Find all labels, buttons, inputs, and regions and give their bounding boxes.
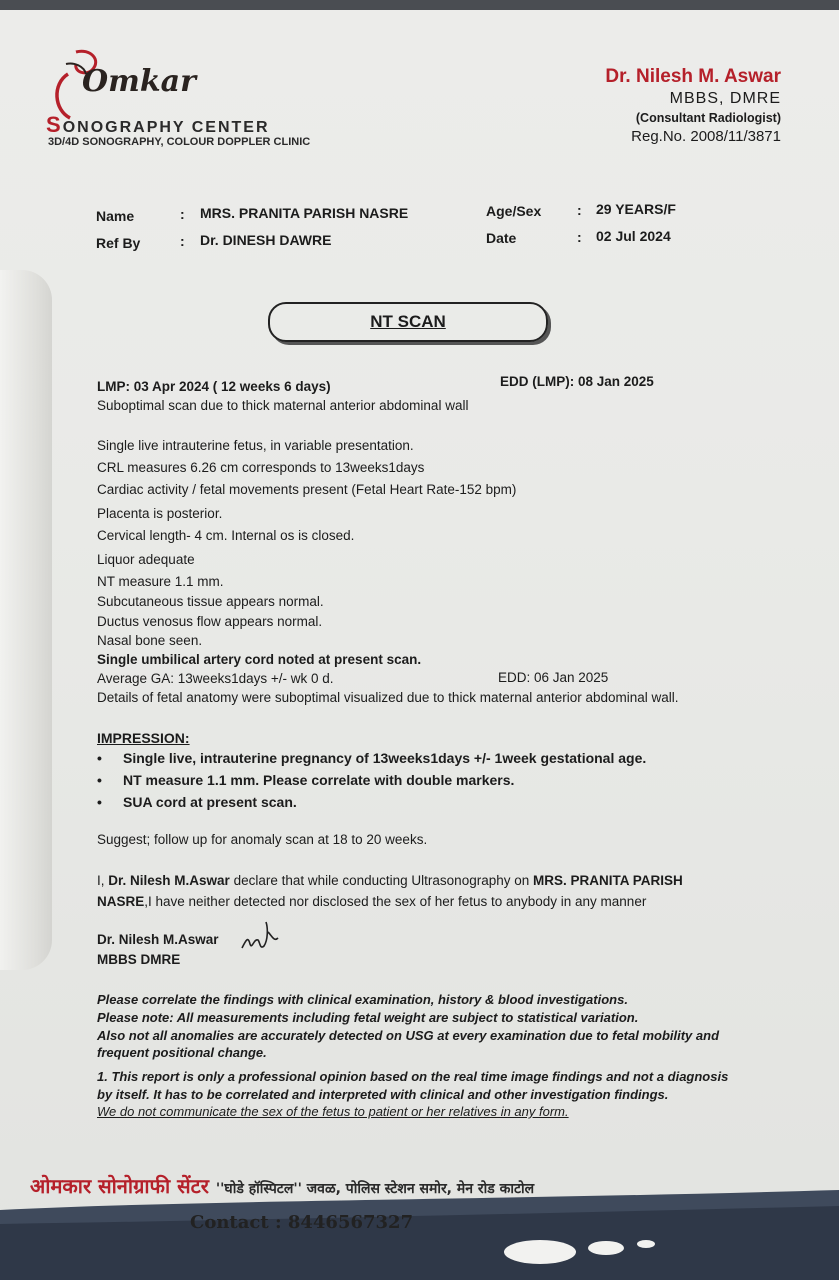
disclaimer-line: 1. This report is only a professional opinion based on the real time image findings and not a diagnosis [97, 1069, 729, 1084]
finding-line: Nasal bone seen. [97, 633, 203, 648]
impression-text: SUA cord at present scan. [123, 794, 297, 810]
name-colon: : [180, 206, 185, 222]
decl-patient: MRS. PRANITA PARISH [533, 873, 683, 888]
disclaimer-line: Also not all anomalies are accurately detected on USG at every examination due to fetal mobility and [97, 1028, 720, 1043]
name-label: Name [96, 208, 135, 224]
average-ga: Average GA: 13weeks1days +/- wk 0 d. [97, 671, 334, 686]
bullet-icon: • [97, 750, 102, 766]
edd-lmp: EDD (LMP): 08 Jan 2025 [500, 374, 654, 389]
suggestion: Suggest; follow up for anomaly scan at 18 to 20 weeks. [97, 832, 428, 847]
decl-mid: declare that while conducting Ultrasonography on [229, 873, 533, 888]
impression-text: NT measure 1.1 mm. Please correlate with double markers. [123, 772, 515, 788]
decl-pre: I, [97, 873, 109, 888]
logo-script-name: Omkar [82, 64, 196, 99]
agesex-value: 29 YEARS/F [596, 201, 676, 217]
doctor-degree: MBBS, DMRE [669, 90, 781, 107]
date-value: 02 Jul 2024 [596, 228, 671, 244]
decl-patient-cont: NASRE [97, 894, 145, 909]
refby-label: Ref By [96, 235, 141, 251]
impression-item [97, 750, 646, 766]
agesex-label: Age/Sex [486, 203, 542, 219]
footer-hindi-name: ओमकार सोनोग्राफी सेंटर [30, 1174, 209, 1198]
finding-line: Single live intrauterine fetus, in variable presentation. [97, 438, 414, 453]
footer-contact: Contact : 8446567327 [190, 1212, 414, 1233]
binder-clip [0, 270, 52, 970]
footer-clinic-name [30, 1172, 534, 1199]
disclaimer-line: Please note: All measurements including fetal weight are subject to statistical variation. [97, 1010, 639, 1025]
decl-doctor: Dr. Nilesh M.Aswar [108, 873, 230, 888]
finding-line: Subcutaneous tissue appears normal. [97, 594, 324, 609]
lmp-line: LMP: 03 Apr 2024 ( 12 weeks 6 days) [97, 379, 331, 394]
edd-ga: EDD: 06 Jan 2025 [498, 670, 609, 685]
finding-line: Ductus venosus flow appears normal. [97, 614, 323, 629]
agesex-colon: : [577, 202, 582, 218]
disclaimer-line: by itself. It has to be correlated and interpreted with clinical and other investigation findings. [97, 1087, 669, 1102]
finding-line: NT measure 1.1 mm. [97, 574, 224, 589]
impression-item [97, 794, 297, 810]
finding-line: Cervical length- 4 cm. Internal os is closed. [97, 528, 355, 543]
finding-line: Suboptimal scan due to thick maternal anterior abdominal wall [97, 398, 469, 413]
impression-item [97, 772, 514, 788]
doctor-reg-no: Reg.No. 2008/11/3871 [631, 128, 781, 145]
doctor-role: (Consultant Radiologist) [635, 111, 781, 125]
decl-rest: ,I have neither detected nor disclosed the sex of her fetus to anybody in any manner [144, 894, 647, 909]
bullet-icon: • [97, 794, 102, 810]
disclaimer-line: Please correlate the findings with clinical examination, history & blood investigations. [97, 992, 628, 1007]
doctor-header [605, 66, 781, 145]
finding-line: Liquor adequate [97, 552, 195, 567]
footer-wave-decoration [0, 1190, 839, 1280]
date-label: Date [486, 230, 517, 246]
report-title: NT SCAN [370, 312, 446, 331]
logo-s-letter: S [46, 112, 63, 137]
report-title-box [268, 302, 548, 342]
finding-line-sua: Single umbilical artery cord noted at present scan. [97, 652, 422, 667]
disclaimer-sex-notice: We do not communicate the sex of the fetus to patient or her relatives in any form. [97, 1104, 569, 1119]
finding-line: Details of fetal anatomy were suboptimal visualized due to thick maternal anterior abdominal wall. [97, 690, 679, 705]
doctor-name: Dr. Nilesh M. Aswar [605, 66, 781, 87]
signoff-degree: MBBS DMRE [97, 952, 181, 967]
disclaimer-line: frequent positional change. [97, 1045, 267, 1060]
declaration-line-1 [97, 873, 683, 888]
logo-center-name [46, 112, 270, 138]
logo-subtitle: 3D/4D SONOGRAPHY, COLOUR DOPPLER CLINIC [48, 136, 311, 148]
impression-text: Single live, intrauterine pregnancy of 13weeks1days +/- 1week gestational age. [123, 750, 647, 766]
logo-center-rest: ONOGRAPHY CENTER [62, 119, 270, 136]
footer-hindi-address: ''घोडे हॉस्पिटल'' जवळ, पोलिस स्टेशन समोर, मेन रोड काटोल [215, 1181, 535, 1197]
finding-line: Cardiac activity / fetal movements present (Fetal Heart Rate-152 bpm) [97, 482, 517, 497]
signoff-name: Dr. Nilesh M.Aswar [97, 932, 219, 947]
declaration-line-2 [97, 894, 646, 909]
date-colon: : [577, 229, 582, 245]
finding-line: Placenta is posterior. [97, 506, 223, 521]
name-value: MRS. PRANITA PARISH NASRE [200, 205, 409, 221]
handwritten-signature [238, 918, 284, 958]
finding-line: CRL measures 6.26 cm corresponds to 13weeks1days [97, 460, 425, 475]
bullet-icon: • [97, 772, 102, 788]
refby-value: Dr. DINESH DAWRE [200, 232, 332, 248]
impression-heading: IMPRESSION: [97, 730, 190, 746]
refby-colon: : [180, 233, 185, 249]
